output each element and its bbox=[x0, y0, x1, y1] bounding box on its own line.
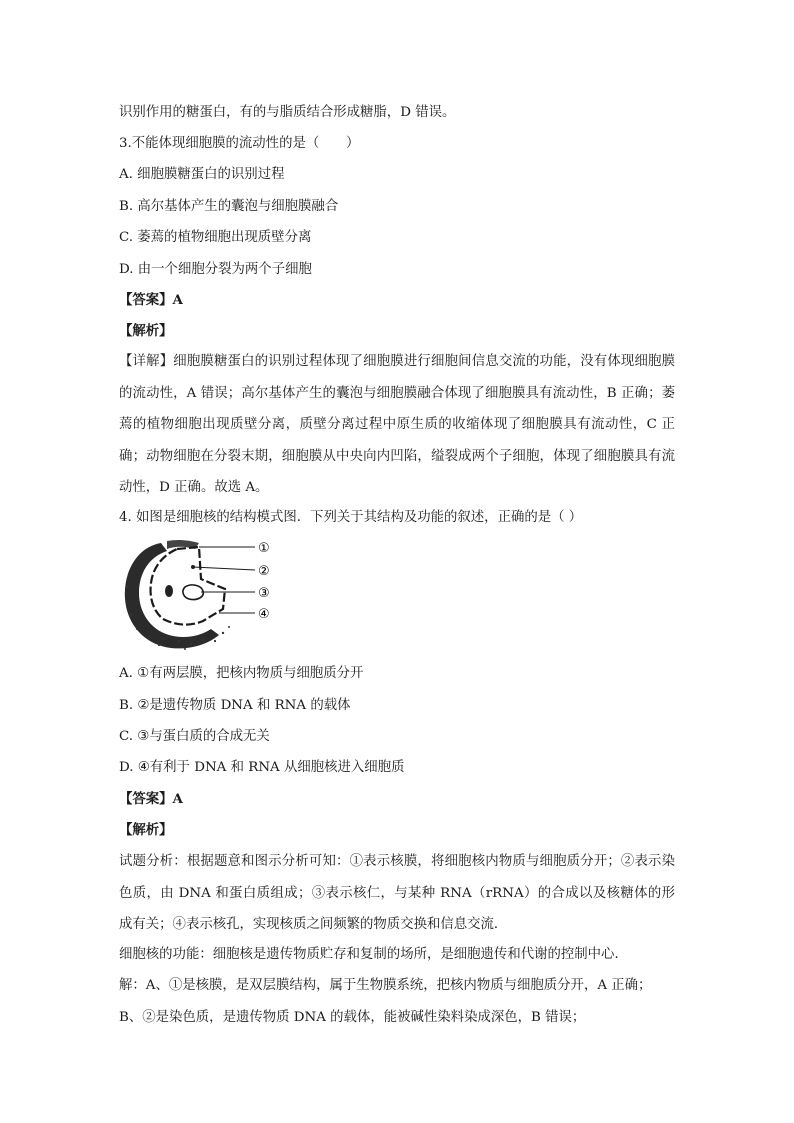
line-prev-answer-end: 识别作用的糖蛋白，有的与脂质结合形成糖脂，D 错误。 bbox=[119, 105, 456, 120]
question-3-answer: 【答案】A bbox=[119, 292, 183, 308]
figure-label-4: ④ bbox=[258, 607, 270, 622]
figure-label-1: ① bbox=[258, 541, 270, 556]
question-3-option-c: C. 萎蔫的植物细胞出现质壁分离 bbox=[119, 230, 312, 245]
question-3-analysis-heading: 【解析】 bbox=[119, 323, 173, 339]
figure-label-3: ③ bbox=[258, 586, 270, 601]
question-3-stem: 3.不能体现细胞膜的流动性的是（ ） bbox=[119, 136, 360, 151]
nucleolus bbox=[183, 585, 203, 600]
cell-nucleus-figure bbox=[119, 537, 279, 652]
question-4-option-a: A. ①有两层膜，把核内物质与细胞质分开 bbox=[119, 666, 364, 681]
question-4-option-b: B. ②是遗传物质 DNA 和 RNA 的载体 bbox=[119, 698, 351, 713]
question-4-option-c: C. ③与蛋白质的合成无关 bbox=[119, 729, 270, 744]
question-3-option-d: D. 由一个细胞分裂为两个子细胞 bbox=[119, 262, 312, 277]
question-4-option-d: D. ④有利于 DNA 和 RNA 从细胞核进入细胞质 bbox=[119, 760, 405, 775]
chromatin-blob bbox=[165, 585, 173, 597]
question-4-nucleus-function: 细胞核的功能：细胞核是遗传物质贮存和复制的场所，是细胞遗传和代谢的控制中心． bbox=[119, 947, 628, 962]
question-3-option-a: A. 细胞膜糖蛋白的识别过程 bbox=[119, 167, 285, 182]
question-4-solution-a: 解：A、①是核膜，是双层膜结构，属于生物膜系统，把核内物质与细胞质分开，A 正确； bbox=[119, 978, 652, 993]
question-4-stem: 4. 如图是细胞核的结构模式图．下列关于其结构及功能的叙述，正确的是（ ） bbox=[119, 510, 583, 525]
question-4-answer: 【答案】A bbox=[119, 791, 183, 807]
question-4-analysis-heading: 【解析】 bbox=[119, 822, 173, 838]
question-3-detail: 【详解】细胞膜糖蛋白的识别过程体现了细胞膜进行细胞间信息交流的功能，没有体现细胞膜的流动性，A 错误；高尔基体产生的囊泡与细胞膜融合体现了细胞膜具有流动性，B 正确；萎蔫的植物细胞出现质壁分离，质壁分离过程中原生质的收缩体现了细胞膜具有流动性，C 正确；动物细胞在分裂末期，细胞膜从中央向内凹陷，缢裂成两个子细胞，体现了细胞膜具有流动性，D 正确。故选 A。 bbox=[119, 354, 675, 495]
question-3-option-b: B. 高尔基体产生的囊泡与细胞膜融合 bbox=[119, 199, 339, 214]
question-4-analysis: 试题分析：根据题意和图示分析可知：①表示核膜，将细胞核内物质与细胞质分开；②表示染色质，由 DNA 和蛋白质组成；③表示核仁，与某种 RNA（rRNA）的合成以及核糖体的形成有关；④表示核孔，实现核质之间频繁的物质交换和信息交流． bbox=[119, 854, 675, 932]
figure-label-2: ② bbox=[258, 564, 270, 579]
question-4-solution-b: B、②是染色质，是遗传物质 DNA 的载体，能被碱性染料染成深色，B 错误； bbox=[119, 1010, 586, 1025]
